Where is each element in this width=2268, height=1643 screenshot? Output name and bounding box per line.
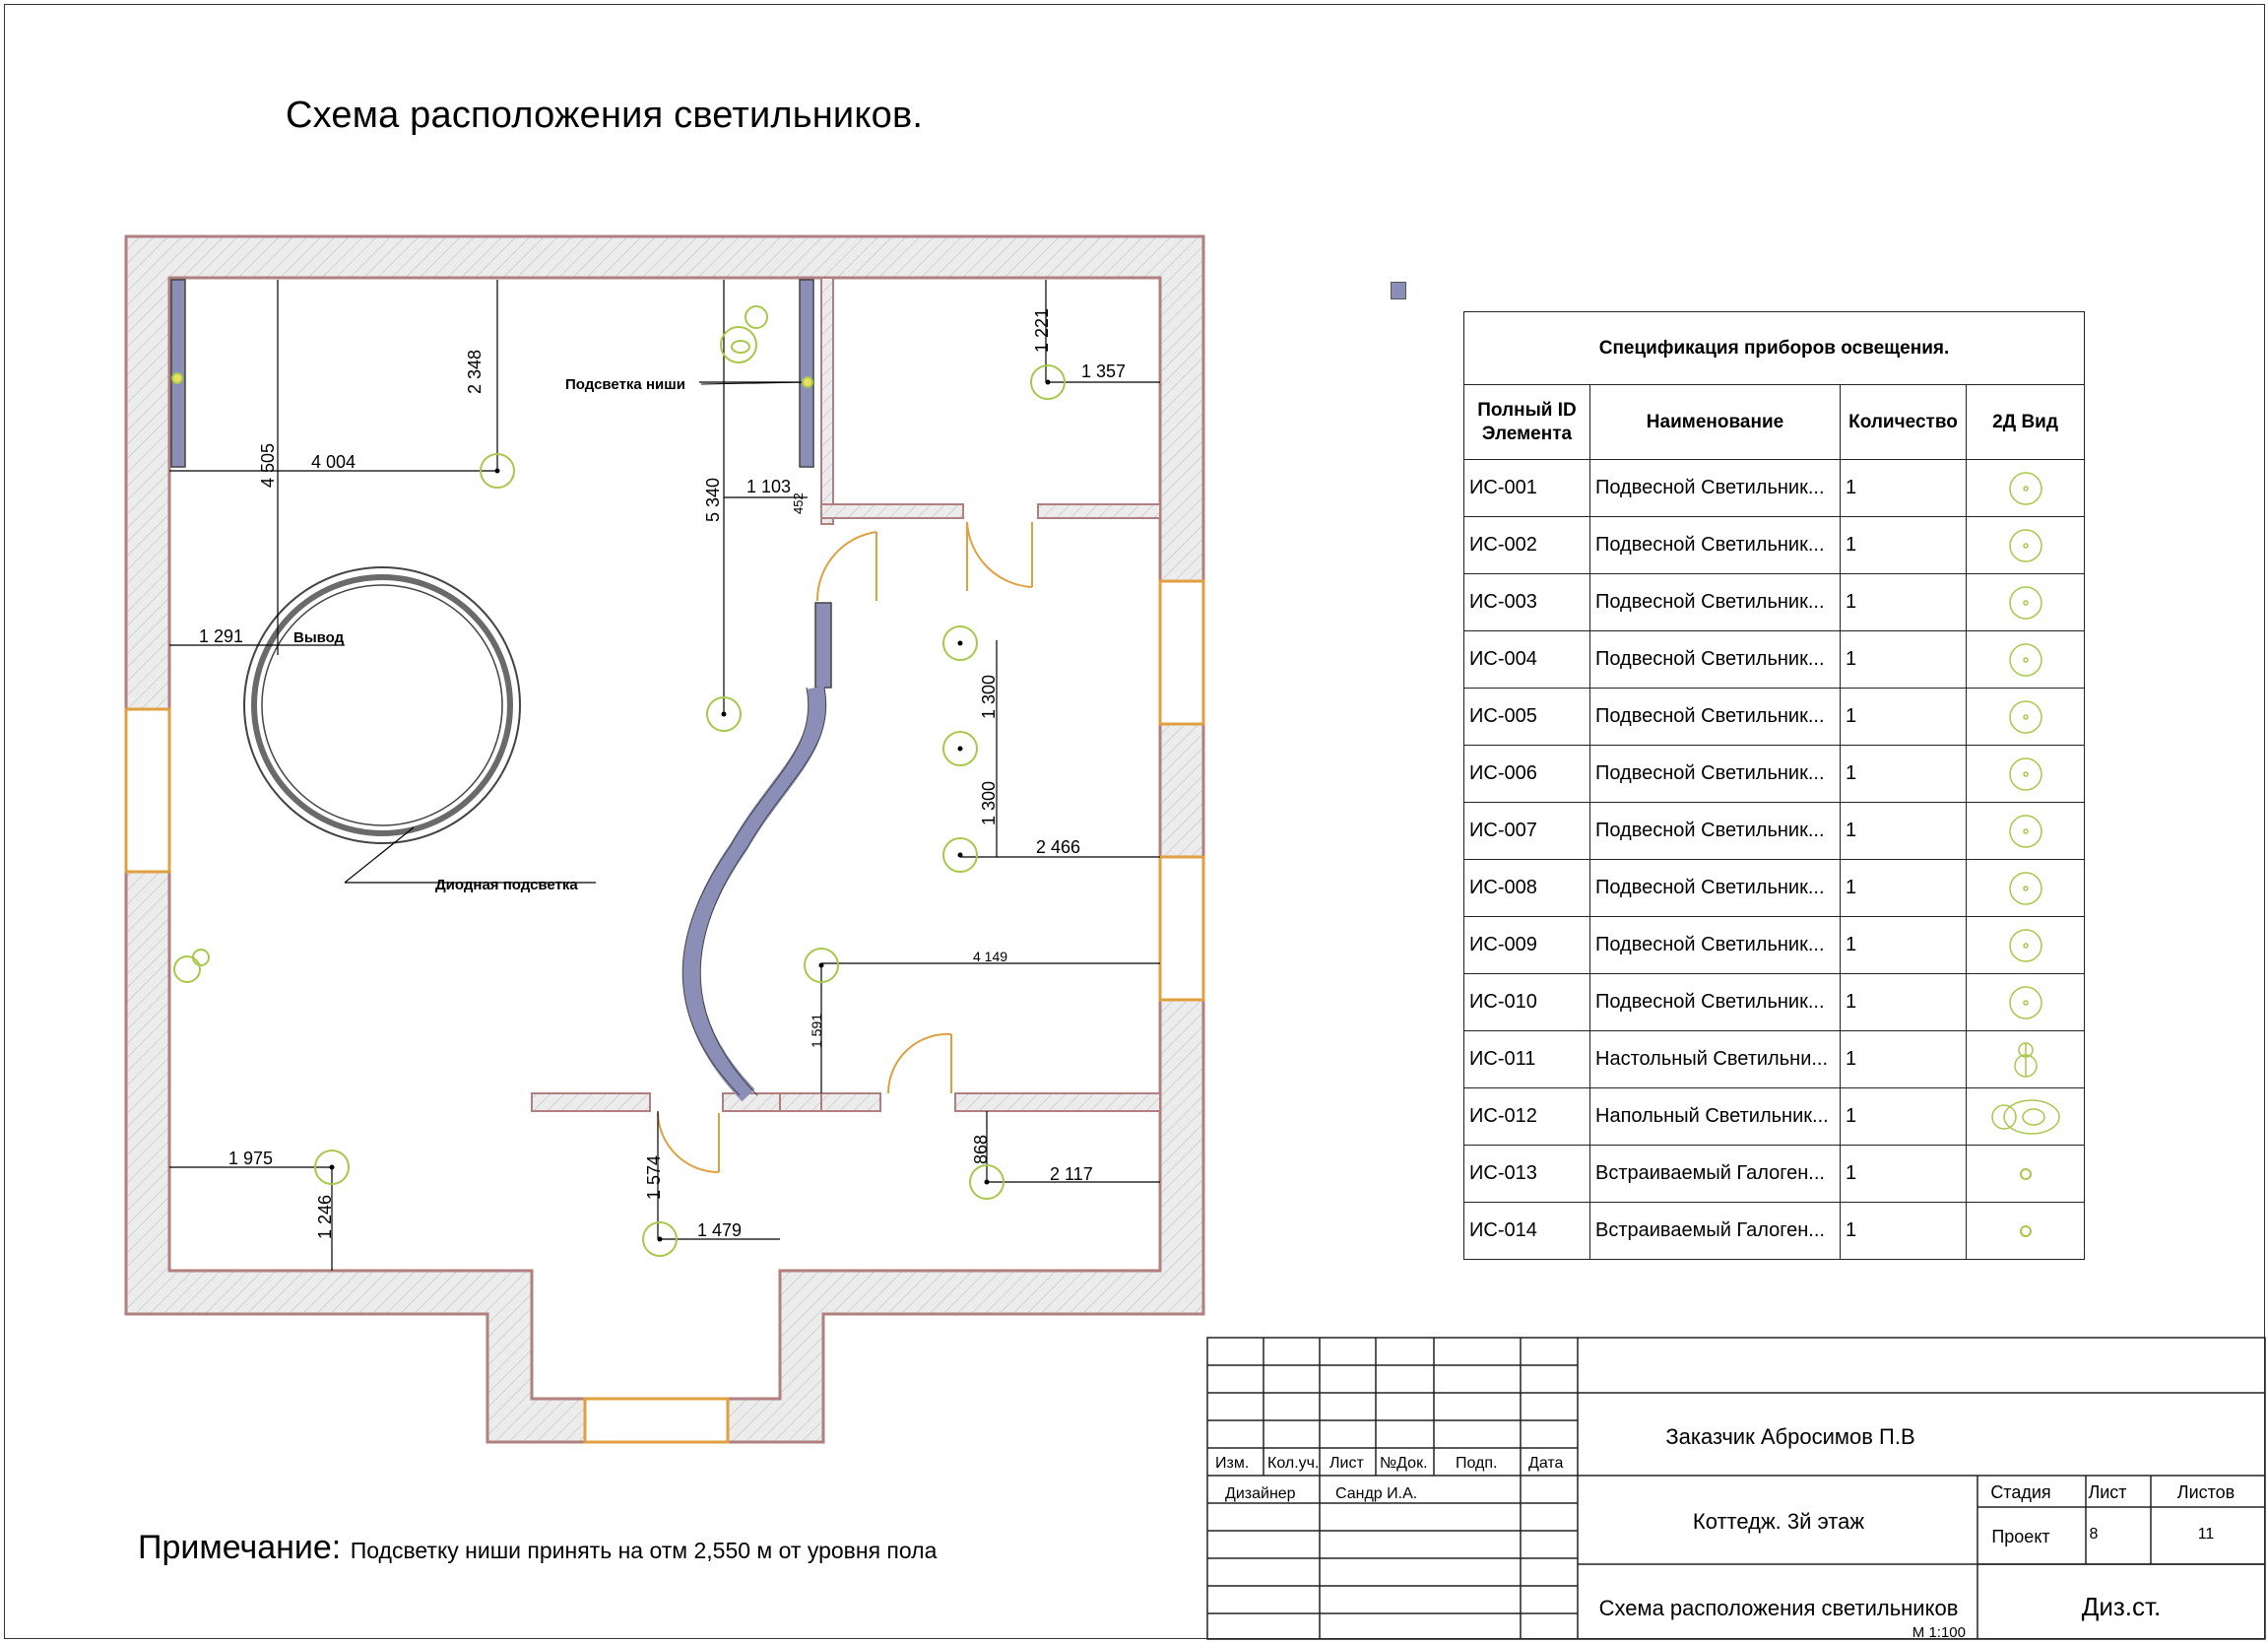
- table-lamp-icon: [1967, 1031, 2085, 1088]
- note-label: Примечание:: [138, 1529, 342, 1566]
- dim-1246: 1 246: [315, 1194, 335, 1239]
- customer: Заказчик Абросимов П.В: [1665, 1424, 1915, 1449]
- spec-row: [1464, 803, 2085, 860]
- dim-1357: 1 357: [1081, 361, 1127, 381]
- spec-cell-id: ИС-001: [1464, 460, 1590, 517]
- col-podp: Подп.: [1456, 1455, 1498, 1472]
- dim-2466: 2 466: [1036, 837, 1081, 857]
- stage-header: Стадия: [1990, 1482, 2051, 1502]
- spec-row: [1464, 1203, 2085, 1260]
- spec-cell-qty: 1: [1841, 689, 1967, 746]
- legend-square: [1391, 282, 1406, 299]
- spec-row: [1464, 746, 2085, 803]
- spec-cell-name: Подвесной Светильник...: [1590, 460, 1841, 517]
- spec-cell-name: Подвесной Светильник...: [1590, 517, 1841, 574]
- drawing-scale: М 1:100: [1912, 1624, 1966, 1641]
- label-diode-light: Диодная подсветка: [435, 877, 578, 893]
- sheets-header: Листов: [2176, 1482, 2236, 1502]
- spec-row: [1464, 860, 2085, 917]
- spec-cell-qty: 1: [1841, 1088, 1967, 1146]
- spec-cell-id: ИС-005: [1464, 689, 1590, 746]
- pendant-light-icon: [1967, 860, 2085, 917]
- spec-cell-name: Подвесной Светильник...: [1590, 974, 1841, 1031]
- sheets-value: 11: [2197, 1526, 2215, 1543]
- pendant-light-icon: [1967, 574, 2085, 631]
- spec-header-name: Наименование: [1590, 385, 1841, 460]
- spec-cell-id: ИС-012: [1464, 1088, 1590, 1146]
- pendant-light-icon: [943, 626, 977, 660]
- spec-row: [1464, 917, 2085, 974]
- round-ceiling: [244, 567, 520, 843]
- halogen-spot-icon: [1967, 1146, 2085, 1203]
- spec-cell-id: ИС-010: [1464, 974, 1590, 1031]
- spec-cell-qty: 1: [1841, 574, 1967, 631]
- spec-cell-name: Подвесной Светильник...: [1590, 689, 1841, 746]
- col-koluch: Кол.уч.: [1267, 1455, 1320, 1472]
- spec-cell-qty: 1: [1841, 974, 1967, 1031]
- sheet-value: 8: [2089, 1526, 2099, 1543]
- partitions: [532, 278, 1160, 1111]
- spec-cell-qty: 1: [1841, 460, 1967, 517]
- spec-cell-id: ИС-003: [1464, 574, 1590, 631]
- spec-row: [1464, 1088, 2085, 1146]
- spec-cell-id: ИС-008: [1464, 860, 1590, 917]
- col-data: Дата: [1528, 1455, 1564, 1472]
- pendant-light-icon: [1967, 460, 2085, 517]
- spec-header-id: Полный ID Элемента: [1464, 385, 1590, 460]
- spec-header-qty: Количество: [1841, 385, 1967, 460]
- spec-cell-name: Подвесной Светильник...: [1590, 574, 1841, 631]
- spec-cell-qty: 1: [1841, 1031, 1967, 1088]
- spec-cell-name: Подвесной Светильник...: [1590, 803, 1841, 860]
- dim-1300-b: 1 300: [979, 780, 999, 825]
- dim-1574: 1 574: [644, 1154, 664, 1200]
- dim-4149: 4 149: [973, 949, 1008, 964]
- col-ndok: №Док.: [1380, 1455, 1428, 1472]
- pendant-light-icon: [1967, 917, 2085, 974]
- label-niche-light: Подсветка ниши: [565, 376, 685, 393]
- spec-row: [1464, 574, 2085, 631]
- halogen-spot-icon: [1967, 1203, 2085, 1260]
- floor-lamp-icon: [721, 306, 767, 362]
- dim-868: 868: [971, 1134, 991, 1164]
- table-lamp-icon: [174, 950, 209, 982]
- spec-caption: Спецификация приборов освещения.: [1464, 312, 2085, 385]
- pendant-light-icon: [1967, 631, 2085, 689]
- spec-row: [1464, 631, 2085, 689]
- project-name: Коттедж. 3й этаж: [1692, 1509, 1865, 1534]
- dimension-lines: [169, 280, 1160, 1271]
- pendant-light-icon: [1967, 803, 2085, 860]
- page-title: Схема расположения светильников.: [286, 95, 924, 136]
- spec-cell-id: ИС-014: [1464, 1203, 1590, 1260]
- spec-cell-qty: 1: [1841, 860, 1967, 917]
- spec-cell-id: ИС-013: [1464, 1146, 1590, 1203]
- spec-row: [1464, 517, 2085, 574]
- spec-cell-name: Подвесной Светильник...: [1590, 917, 1841, 974]
- spec-cell-qty: 1: [1841, 917, 1967, 974]
- note-text: Подсветку ниши принять на отм 2,550 м от уровня пола: [350, 1538, 938, 1563]
- col-izm: Изм.: [1215, 1455, 1250, 1472]
- spec-cell-name: Встраиваемый Галоген...: [1590, 1203, 1841, 1260]
- spec-table: [1463, 311, 2085, 1260]
- spec-row: [1464, 1146, 2085, 1203]
- pendant-light-icon: [943, 838, 977, 872]
- spec-cell-qty: 1: [1841, 631, 1967, 689]
- spec-row: [1464, 1031, 2085, 1088]
- dim-1221: 1 221: [1032, 307, 1052, 353]
- spec-cell-qty: 1: [1841, 1146, 1967, 1203]
- spec-cell-qty: 1: [1841, 1203, 1967, 1260]
- spec-cell-qty: 1: [1841, 803, 1967, 860]
- spec-cell-name: Подвесной Светильник...: [1590, 860, 1841, 917]
- dim-4505: 4 505: [258, 442, 278, 488]
- pendant-light-icon: [1967, 746, 2085, 803]
- drawing-code: Диз.ст.: [2081, 1592, 2162, 1621]
- spec-cell-name: Напольный Светильник...: [1590, 1088, 1841, 1146]
- dim-1975: 1 975: [228, 1149, 274, 1168]
- spec-cell-name: Встраиваемый Галоген...: [1590, 1146, 1841, 1203]
- light-fixtures: [172, 306, 1065, 1256]
- spec-cell-id: ИС-011: [1464, 1031, 1590, 1088]
- col-list: Лист: [1329, 1455, 1364, 1472]
- spec-row: [1464, 460, 2085, 517]
- note: [138, 1529, 937, 1567]
- dim-452: 452: [791, 493, 806, 514]
- pendant-light-icon: [943, 732, 977, 765]
- stage-value: Проект: [1991, 1527, 2050, 1546]
- spec-cell-qty: 1: [1841, 517, 1967, 574]
- label-outlet: Вывод: [293, 629, 345, 646]
- halogen-spot-icon: [172, 373, 182, 383]
- spec-body: [1464, 460, 2085, 1260]
- pendant-light-icon: [1967, 974, 2085, 1031]
- pendant-light-icon: [1967, 689, 2085, 746]
- dim-2117: 2 117: [1050, 1164, 1093, 1184]
- designer-label: Дизайнер: [1225, 1485, 1296, 1502]
- dim-4004: 4 004: [311, 452, 356, 472]
- spec-cell-name: Подвесной Светильник...: [1590, 746, 1841, 803]
- dim-5340: 5 340: [703, 477, 723, 522]
- spec-cell-name: Подвесной Светильник...: [1590, 631, 1841, 689]
- spec-cell-name: Настольный Светильни...: [1590, 1031, 1841, 1088]
- spec-cell-id: ИС-002: [1464, 517, 1590, 574]
- dim-1291: 1 291: [199, 626, 244, 646]
- dim-1103: 1 103: [746, 477, 792, 496]
- curved-wall: [691, 688, 817, 1095]
- dim-1479: 1 479: [697, 1220, 743, 1240]
- dim-2348: 2 348: [465, 349, 485, 394]
- pendant-light-icon: [1967, 517, 2085, 574]
- spec-row: [1464, 974, 2085, 1031]
- spec-cell-id: ИС-009: [1464, 917, 1590, 974]
- sheet-header: Лист: [2088, 1482, 2127, 1502]
- spec-cell-qty: 1: [1841, 746, 1967, 803]
- spec-cell-id: ИС-006: [1464, 746, 1590, 803]
- dim-1300-a: 1 300: [979, 674, 999, 719]
- designer-name: Сандр И.А.: [1335, 1485, 1418, 1502]
- spec-row: [1464, 689, 2085, 746]
- halogen-spot-icon: [803, 377, 812, 387]
- spec-cell-id: ИС-004: [1464, 631, 1590, 689]
- floor-lamp-icon: [1967, 1088, 2085, 1146]
- drawing-title: Схема расположения светильников: [1598, 1596, 1959, 1620]
- dim-1591: 1 591: [809, 1013, 824, 1048]
- spec-cell-id: ИС-007: [1464, 803, 1590, 860]
- spec-header-view: 2Д Вид: [1967, 385, 2085, 460]
